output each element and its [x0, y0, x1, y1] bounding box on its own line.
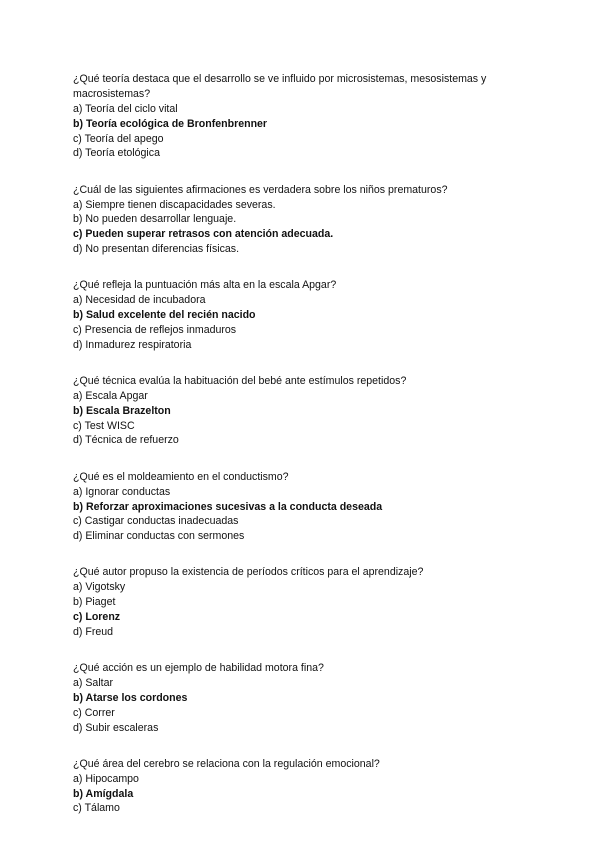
option-b-correct: b) Reforzar aproximaciones sucesivas a la conducta deseada — [73, 500, 383, 513]
option-b: b) No pueden desarrollar lenguaje. — [73, 213, 237, 226]
option-c: c) Correr — [73, 706, 115, 719]
option-b-correct: b) Amígdala — [73, 787, 134, 800]
option-d: d) Freud — [73, 625, 114, 638]
option-a: a) Escala Apgar — [73, 390, 148, 403]
option-c: c) Teoría del apego — [73, 132, 164, 145]
question-5 — [73, 470, 510, 544]
option-c: c) Tálamo — [73, 802, 120, 815]
option-c: c) Castigar conductas inadecuadas — [73, 515, 239, 528]
question-6 — [73, 565, 510, 639]
question-3 — [73, 278, 510, 352]
question-text: ¿Qué acción es un ejemplo de habilidad motora fina? — [73, 662, 324, 675]
question-text: ¿Qué autor propuso la existencia de períodos críticos para el aprendizaje? — [73, 566, 424, 579]
question-text: ¿Qué es el moldeamiento en el conductismo? — [73, 470, 289, 483]
option-a: a) Teoría del ciclo vital — [73, 103, 178, 115]
option-b-correct: b) Salud excelente del recién nacido — [73, 309, 256, 322]
option-d: d) Teoría etológica — [73, 147, 160, 160]
question-1 — [73, 72, 510, 161]
question-text: ¿Qué teoría destaca que el desarrollo se ve influido por microsistemas, mesosistemas y macrosistemas? — [73, 73, 487, 100]
question-text: ¿Cuál de las siguientes afirmaciones es verdadera sobre los niños prematuros? — [73, 183, 448, 196]
option-a: a) Saltar — [73, 677, 114, 690]
question-2 — [73, 183, 510, 257]
question-text: ¿Qué técnica evalúa la habituación del bebé ante estímulos repetidos? — [73, 375, 407, 388]
question-text: ¿Qué refleja la puntuación más alta en la escala Apgar? — [73, 279, 337, 292]
option-a: a) Hipocampo — [73, 772, 139, 785]
option-b-correct: b) Escala Brazelton — [73, 404, 171, 417]
option-c-correct: c) Lorenz — [73, 611, 121, 624]
question-4 — [73, 374, 510, 448]
option-b-correct: b) Atarse los cordones — [73, 691, 188, 704]
option-a: a) Vigotsky — [73, 581, 126, 594]
option-d: d) No presentan diferencias físicas. — [73, 243, 240, 256]
option-d: d) Subir escaleras — [73, 721, 159, 734]
option-a: a) Necesidad de incubadora — [73, 294, 206, 307]
option-d: d) Técnica de refuerzo — [73, 434, 179, 447]
question-7 — [73, 661, 510, 735]
option-b-correct: b) Teoría ecológica de Bronfenbrenner — [73, 117, 268, 130]
option-d: d) Inmadurez respiratoria — [73, 338, 192, 351]
question-text: ¿Qué área del cerebro se relaciona con la regulación emocional? — [73, 757, 380, 770]
option-c: c) Test WISC — [73, 419, 135, 432]
option-c: c) Presencia de reflejos inmaduros — [73, 323, 237, 336]
option-c-correct: c) Pueden superar retrasos con atención adecuada. — [73, 228, 334, 241]
option-a: a) Ignorar conductas — [73, 485, 171, 498]
option-b: b) Piaget — [73, 596, 116, 609]
question-8 — [73, 757, 510, 816]
option-a: a) Siempre tienen discapacidades severas. — [73, 198, 276, 211]
option-d: d) Eliminar conductas con sermones — [73, 530, 245, 543]
